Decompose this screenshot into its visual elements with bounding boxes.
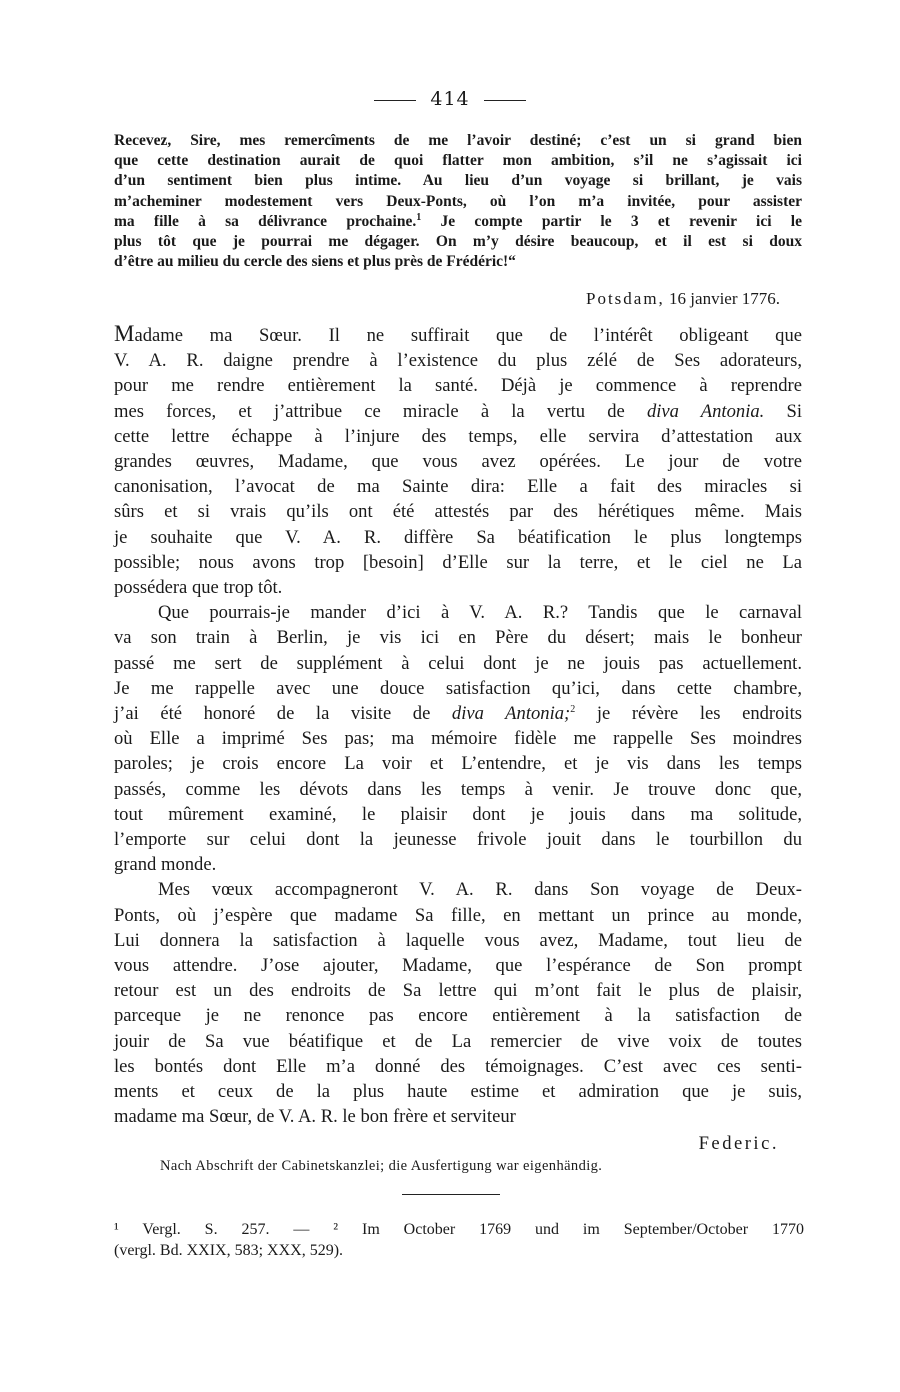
letter-line: jouir de Sa vue béatifique et de La remercier de vive voix de toutes [114, 1030, 802, 1052]
letter-line: sûrs et si vrais qu’ils ont été attestés par des hérétiques même. Mais [114, 501, 802, 523]
letter-line: passé me sert de supplément à celui dont je ne jouis pas actuellement. [114, 652, 802, 674]
footnote-mark: 1 [416, 211, 422, 223]
letter-line [114, 399, 802, 424]
letter-body [114, 321, 802, 1130]
quote-line: Recevez, Sire, mes remercîments de me l’avoir destiné; c’est un si grand bien [114, 132, 802, 149]
letter-line [114, 321, 802, 348]
letter-line: grandes œuvres, Madame, que vous avez opérées. Le jour de votre [114, 451, 802, 473]
letter-line: l’emporte sur celui dont la jeunesse frivole jouit dans le tourbillon du [114, 829, 802, 851]
italic-name: diva Antonia; [451, 703, 571, 725]
letter-line: possédera que trop tôt. [114, 577, 283, 599]
quoted-letter-passage [114, 131, 802, 272]
letter-line: paroles; je crois encore La voir et L’entendre, et je vis dans les temps [114, 753, 802, 775]
letter-line: grand monde. [114, 854, 217, 876]
letter-line: retour est un des endroits de Sa lettre qui m’ont fait le plus de plaisir, [114, 980, 802, 1002]
source-note: Nach Abschrift der Cabinetskanzlei; die Ausfertigung war eigenhändig. [160, 1158, 603, 1174]
quote-line: plus tôt que je pourrai me dégager. On m’y désire beaucoup, et il est si doux [114, 233, 802, 251]
letter-line: je souhaite que V. A. R. diffère Sa béatification le plus longtemps [114, 526, 802, 548]
quote-line-with-footnote [114, 212, 802, 232]
letter-text: adame ma Sœur. Il ne suffirait que de l’intérêt obligeant que [134, 325, 802, 346]
dateline-place: Potsdam, [585, 289, 665, 308]
quote-line: que cette destination aurait de quoi flatter mon ambition, s’il ne s’agissait ici [114, 152, 802, 170]
letter-line: V. A. R. daigne prendre à l’existence du plus zélé de Ses adorateurs, [114, 350, 802, 372]
quote-line: d’être au milieu du cercle des siens et plus près de Frédéric!“ [114, 253, 516, 271]
letter-line: où Elle a imprimé Ses pas; ma mémoire fidèle me rappelle Ses moindres [114, 728, 802, 750]
italic-name: diva Antonia. [646, 400, 765, 422]
letter-line: cette lettre échappe à l’injure des temps, elle servira d’attestation aux [114, 425, 802, 447]
salutation-initial: M [114, 321, 135, 346]
signature: Federic. [698, 1133, 779, 1154]
quote-line: d’un sentiment bien plus intime. Au lieu d’un voyage si brillant, je vais [114, 172, 802, 190]
footnote-line: ¹ Vergl. S. 257. — ² Im October 1769 und im September/October 1770 [114, 1221, 804, 1238]
letter-line: parceque je ne renonce pas encore entièrement à la satisfaction de [114, 1005, 802, 1027]
letter-line: tout mûrement examiné, le plaisir dont je jouis dans ma solitude, [114, 803, 802, 825]
letter-line: canonisation, l’avocat de ma Sainte dira: Elle a fait des miracles si [114, 476, 802, 498]
quote-text: Je compte partir le 3 et revenir ici le [421, 212, 802, 230]
letter-line: madame ma Sœur, de V. A. R. le bon frère et serviteur [114, 1106, 516, 1128]
letter-line: va son train à Berlin, je vis ici en Père du désert; mais le bonheur [114, 627, 802, 649]
dateline-date: 16 janvier 1776. [669, 289, 780, 308]
letter-line: Lui donnera la satisfaction à laquelle vous avez, Madame, tout lieu de [114, 929, 802, 951]
letter-text: je révère les endroits [575, 703, 802, 725]
footnote-mark: 2 [570, 703, 576, 715]
dateline [586, 289, 780, 309]
letter-line: les bontés dont Elle m’a donné des témoignages. C’est avec ces senti- [114, 1055, 802, 1077]
letter-line: ments et ceux de la plus haute estime et admiration que je suis, [114, 1081, 802, 1103]
letter-line: Ponts, où j’espère que madame Sa fille, en mettant un prince au monde, [114, 904, 802, 926]
quote-line: m’acheminer modestement vers Deux-Ponts, où l’on m’a invitée, pour assister [114, 192, 802, 210]
page-number-left-rule [374, 100, 416, 101]
letter-line: vous attendre. J’ose ajouter, Madame, que l’espérance de Son prompt [114, 955, 802, 977]
letter-line: Mes vœux accompagneront V. A. R. dans Son voyage de Deux- [158, 879, 802, 901]
page-number-right-rule [484, 100, 526, 101]
letter-line: Je me rappelle avec une douce satisfaction qu’ici, dans cette chambre, [114, 677, 802, 699]
footnote-divider [402, 1194, 500, 1195]
letter-text: j’ai été honoré de la visite de [114, 703, 431, 725]
quote-text: ma fille à sa délivrance prochaine. [114, 212, 417, 230]
letter-line [114, 701, 802, 726]
letter-text: mes forces, et j’attribue ce miracle à la vertu de [114, 400, 625, 422]
letter-line: pour me rendre entièrement la santé. Déjà je commence à reprendre [114, 375, 802, 397]
letter-text: Si [764, 400, 802, 422]
page-number [0, 88, 900, 110]
footnotes [114, 1219, 804, 1261]
letter-line: possible; nous avons trop [besoin] d’Elle sur la terre, et le ciel ne La [114, 551, 802, 573]
letter-line: Que pourrais-je mander d’ici à V. A. R.? Tandis que le carnaval [158, 602, 802, 624]
footnote-line: (vergl. Bd. XXIX, 583; XXX, 529). [114, 1242, 344, 1259]
letter-line: passés, comme les dévots dans les temps à venir. Je trouve donc que, [114, 778, 802, 800]
page-number-text: 414 [430, 88, 470, 110]
